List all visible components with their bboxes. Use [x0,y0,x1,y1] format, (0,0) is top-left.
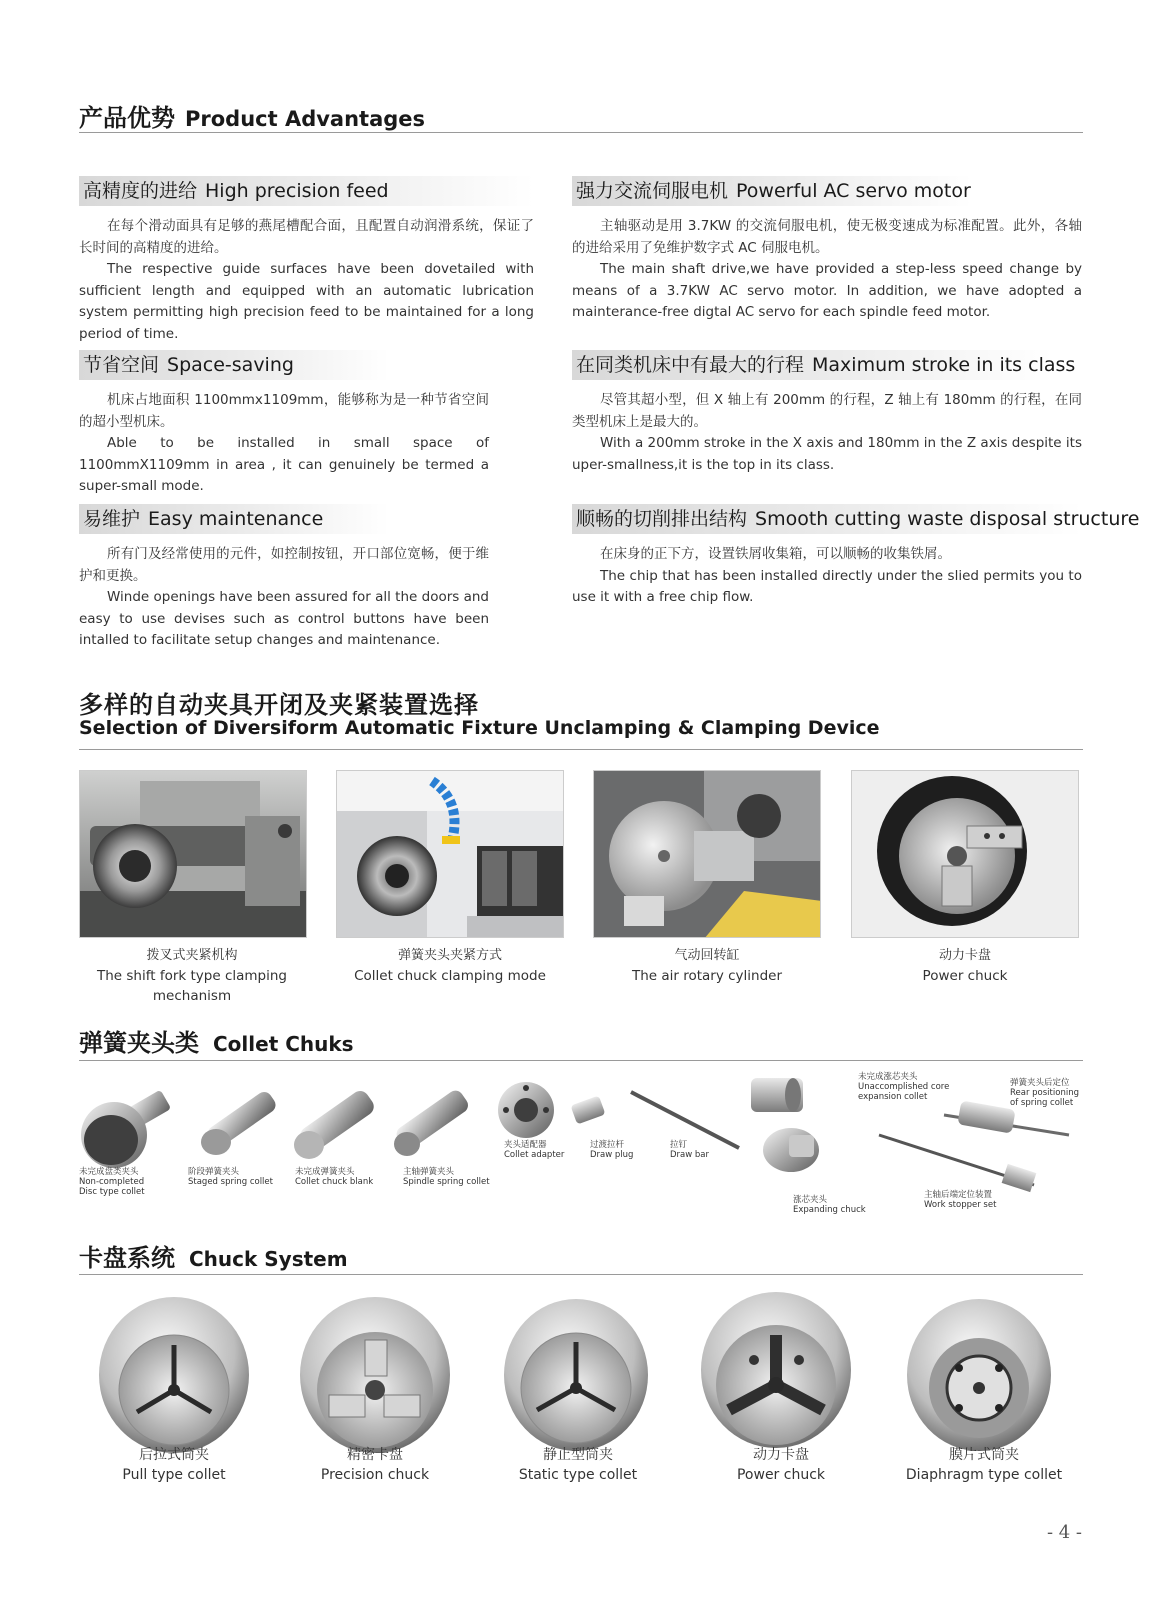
label-en: Rear positioning [1010,1088,1079,1098]
power-chuck-photo [851,770,1079,938]
air-rotary-cylinder-photo [593,770,821,938]
static-type-collet-image [504,1299,648,1451]
label-collet-adapter [504,1140,564,1160]
label-en-2: of spring collet [1010,1098,1074,1108]
label-draw-plug [590,1140,633,1160]
advantage-heading-en: Smooth cutting waste disposal structure [755,508,1140,530]
advantage-heading [79,176,534,206]
label-collet-blank [295,1167,373,1187]
spindle-collet-image [393,1088,471,1156]
precision-chuck-image [300,1297,450,1453]
chuck-divider [79,1274,1083,1275]
label-en-2: Disc type collet [79,1187,145,1197]
page-number: - 4 - [1046,1522,1082,1543]
collet-divider [79,1060,1083,1061]
label-en: Work stopper set [924,1200,997,1210]
caption-zh: 后拉式筒夹 [139,1447,209,1463]
caption-zh: 气动回转缸 [674,948,740,963]
chuck-caption-diaphragm [884,1445,1084,1485]
label-en: Draw bar [670,1150,710,1160]
label-zh: 夹头适配器 [504,1140,547,1150]
fixture-caption-shift-fork [67,946,317,1006]
advantage-ac-servo-motor [572,176,1082,324]
advantage-text-zh: 机床占地面积 1100mmx1109mm，能够称为是一种节省空间的超小型机床。 [79,392,489,430]
caption-zh: 精密卡盘 [347,1447,403,1463]
fixture-title-en: Selection of Diversiform Automatic Fixture Unclamping & Clamping Device [79,717,880,739]
label-zh: 未完成盘类夹头 [79,1167,139,1177]
advantage-heading [572,504,1140,534]
label-zh: 过渡拉杆 [590,1140,625,1150]
advantage-text-en: The respective guide surfaces have been dovetailed with sufficient length and equipped with an automatic lubrication system permitting high precision feed to be maintained for a long period of time. [79,261,534,342]
advantage-heading [79,504,389,534]
advantage-text-en: The main shaft drive,we have provided a step-less speed change by means of a 3.7KW AC servo motor. In addition, we have adopted a mainterance-free digtal AC servo for each spindle feed motor. [572,261,1082,320]
label-disc-collet [79,1167,145,1197]
caption-en: Power chuck [736,1467,826,1483]
advantage-text-zh: 在每个滑动面具有足够的燕尾槽配合面，且配置自动润滑系统，保证了长时间的高精度的进给。 [79,218,534,256]
fixture-caption-air-rotary [582,946,832,986]
power-chuck-image [701,1292,851,1448]
advantages-divider [79,132,1083,133]
advantage-space-saving [79,350,534,498]
label-en: Unaccomplished core [858,1082,950,1092]
caption-en: Static type collet [518,1467,638,1483]
label-en: Collet chuck blank [295,1177,374,1187]
advantage-heading-en: Powerful AC servo motor [736,180,971,202]
caption-zh: 动力卡盘 [753,1447,809,1463]
label-en: Spindle spring collet [403,1177,490,1187]
label-staged-collet [188,1167,273,1187]
advantage-heading-en: High precision feed [205,180,389,202]
draw-plug-image [570,1095,605,1124]
caption-zh: 弹簧夹头夹紧方式 [397,948,502,963]
advantages-title [79,98,425,133]
label-expansion-collet [858,1072,949,1102]
advantage-text-en: With a 200mm stroke in the X axis and 180mm in the Z axis despite its uper-smallness,it is the top in its class. [572,435,1082,473]
label-draw-bar [670,1140,709,1160]
advantage-text-zh: 尽管其超小型，但 X 轴上有 200mm 的行程，Z 轴上有 180mm 的行程，在同类型机床上是最大的。 [572,392,1083,430]
label-en: Staged spring collet [188,1177,273,1187]
collet-chuck-photo [336,770,564,938]
disc-collet-image [81,1090,171,1168]
pull-type-collet-image [99,1297,249,1453]
advantage-heading-zh: 在同类机床中有最大的行程 [576,354,805,376]
label-en: Non-completed [79,1177,145,1187]
collet-adapter-image [498,1082,554,1138]
label-spindle-collet [403,1167,490,1187]
label-en: Expanding chuck [793,1205,866,1215]
advantage-heading-zh: 顺畅的切削排出结构 [576,508,748,530]
advantage-maximum-stroke [572,350,1082,476]
diaphragm-collet-image [907,1299,1051,1451]
caption-en: The shift fork type clamping mechanism [96,968,287,1004]
fixture-caption-collet-chuck [325,946,575,986]
shift-fork-photo [79,770,307,938]
chuck-caption-precision [275,1445,475,1485]
advantage-heading [79,350,389,380]
caption-zh: 拨叉式夹紧机构 [146,948,238,963]
advantage-heading-zh: 节省空间 [83,354,160,376]
caption-zh: 动力卡盘 [938,948,991,963]
chuck-caption-pull-type [74,1445,274,1485]
label-work-stopper [924,1190,996,1210]
advantage-heading [572,176,972,206]
label-en: Draw plug [590,1150,634,1160]
advantage-heading-en: Easy maintenance [148,508,324,530]
caption-en: Diaphragm type collet [905,1467,1063,1483]
staged-collet-image [201,1089,279,1155]
advantage-heading-zh: 强力交流伺服电机 [576,180,729,202]
label-zh: 阶段弹簧夹头 [188,1167,240,1177]
collet-blank-image [294,1088,377,1159]
advantage-heading-en: Space-saving [167,354,294,376]
fixture-title-zh: 多样的自动夹具开闭及夹紧装置选择 [79,691,479,719]
label-expanding-chuck [793,1195,866,1215]
fixture-caption-power-chuck [840,946,1090,986]
collet-title-zh: 弹簧夹头类 [79,1029,199,1057]
chuck-title-zh: 卡盘系统 [79,1244,175,1272]
caption-en: Collet chuck clamping mode [354,968,546,984]
advantage-heading-en: Maximum stroke in its class [812,354,1076,376]
caption-zh: 膜片式筒夹 [949,1447,1019,1463]
chuck-products-illustration [79,1290,1083,1465]
chuck-title [79,1238,348,1273]
advantage-text-zh: 在床身的正下方，设置铁屑收集箱，可以顺畅的收集铁屑。 [600,546,951,562]
work-stopper-image [879,1135,1036,1192]
fixture-divider [79,749,1083,750]
label-en: Collet adapter [504,1150,565,1160]
label-en-2: expansion collet [858,1092,928,1102]
label-zh: 涨芯夹头 [793,1195,828,1205]
advantage-chip-disposal [572,504,1140,609]
label-zh: 未完成涨芯夹头 [858,1072,918,1082]
advantage-text-zh: 主轴驱动是用 3.7KW 的交流伺服电机，使无极变速成为标准配置。此外，各轴的进给采用了免维护数字式 AC 伺服电机。 [572,218,1082,256]
expanding-chuck-image [763,1128,819,1172]
advantage-high-precision-feed [79,176,534,345]
advantages-title-en: Product Advantages [185,107,426,131]
caption-en: The air rotary cylinder [631,968,783,984]
collet-title-en: Collet Chuks [213,1032,354,1056]
caption-en: Pull type collet [122,1467,226,1483]
label-zh: 主轴后端定位装置 [924,1190,993,1200]
expansion-collet-image [751,1078,803,1112]
advantage-text-en: Winde openings have been assured for all the doors and easy to use devises such as control buttons have been intalled to facilitate setup changes and maintenance. [79,589,489,648]
advantage-easy-maintenance [79,504,534,652]
label-zh: 拉钉 [670,1140,688,1150]
advantage-text-en: Able to be installed in small space of 1100mmX1109mm in area , it can genuinely be termed a super-small mode. [79,435,489,494]
chuck-caption-power [681,1445,881,1485]
advantage-text-en: The chip that has been installed directly under the slied permits you to use it with a free chip flow. [572,567,1082,605]
chuck-caption-static [478,1445,678,1485]
caption-en: Precision chuck [320,1467,430,1483]
label-zh: 未完成弹簧夹头 [295,1167,355,1177]
caption-zh: 静止型筒夹 [543,1447,613,1463]
chuck-title-en: Chuck System [189,1247,348,1271]
advantages-title-zh: 产品优势 [79,104,175,132]
advantage-heading-zh: 易维护 [83,508,141,530]
advantage-text-zh: 所有门及经常使用的元件，如控制按钮，开口部位宽畅，便于维护和更换。 [79,546,489,584]
advantage-heading [572,350,1076,380]
collet-title [79,1023,354,1058]
caption-en: Power chuck [922,968,1008,984]
advantage-heading-zh: 高精度的进给 [83,180,198,202]
label-rear-positioning [1010,1078,1079,1108]
label-zh: 主轴弹簧夹头 [403,1167,455,1177]
label-zh: 弹簧夹头后定位 [1010,1078,1070,1088]
